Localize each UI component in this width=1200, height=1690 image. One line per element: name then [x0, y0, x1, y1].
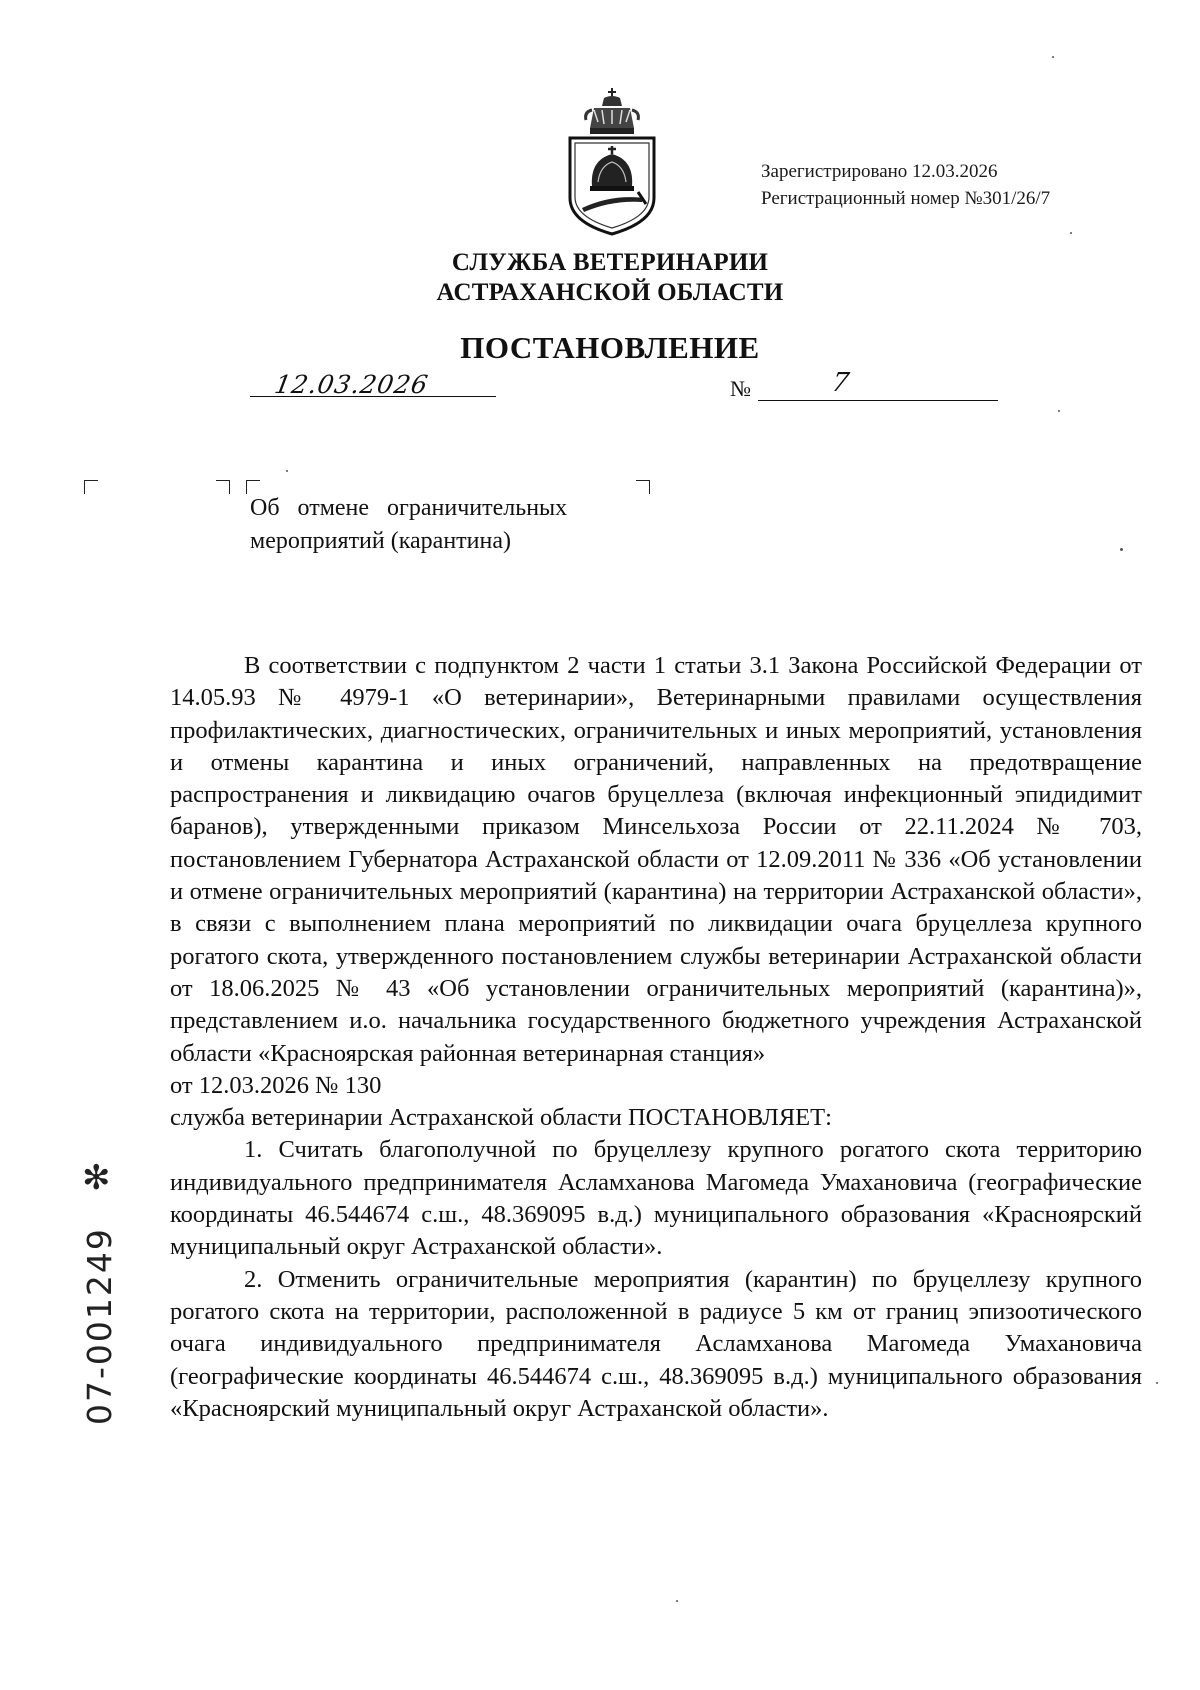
number-underline [758, 400, 998, 401]
scan-speck [1052, 56, 1054, 58]
agency-name-line1: СЛУЖБА ВЕТЕРИНАРИИ [451, 249, 769, 276]
resolves-line: служба ветеринарии Астраханской области ПОСТАНОВЛЯЕТ: [170, 1104, 832, 1132]
preamble-tail: от 12.03.2026 № 130 [170, 1071, 382, 1099]
scan-speck [1120, 548, 1123, 551]
handwritten-number: 7 [829, 368, 852, 398]
agency-name-line2: АСТРАХАНСКОЙ ОБЛАСТИ [436, 279, 784, 306]
subject-line1: Об отмене ограничительных [250, 495, 568, 521]
registration-number: Регистрационный номер №301/26/7 [761, 188, 1051, 209]
asterisk-mark: ✻ [82, 1158, 111, 1198]
resolution-item-1: 1. Считать благополучной по бруцеллезу крупного рогатого скота территорию индивидуального предпринимателя Асламханова Магомеда Умахановича (географические координаты 46.544674 с.ш., 48.369095 в.д.) муниципального образования «Красноярский муниципальный округ Астраханской области». [170, 1136, 1142, 1261]
agency-name [380, 248, 840, 308]
registration-stamp [761, 158, 1050, 212]
document-body [170, 650, 1142, 1425]
document-subject [250, 492, 650, 558]
margin-registration-number: 07-001249 [80, 1227, 119, 1425]
corner-bracket-left [84, 480, 98, 494]
subject-line2: мероприятий (карантина) [250, 528, 511, 554]
resolution-item-2: 2. Отменить ограничительные мероприятия (карантин) по бруцеллезу крупного рогатого скота на территории, расположенной в радиусе 5 км от границ эпизоотического очага индивидуального предпринимателя Асламханова Магомеда Умахановича (географические координаты 46.544674 с.ш., 48.369095 в.д.) муниципального образования «Красноярский муниципальный округ Астраханской области». [170, 1265, 1142, 1422]
scan-speck [1058, 410, 1060, 412]
scan-speck [1156, 1382, 1158, 1384]
registration-date: Зарегистрировано 12.03.2026 [761, 161, 998, 182]
coat-of-arms-emblem [564, 86, 660, 236]
number-label: № [730, 376, 751, 401]
scan-speck [676, 1600, 678, 1602]
document-type-title: ПОСТАНОВЛЕНИЕ [460, 330, 760, 365]
corner-bracket-right [216, 480, 230, 494]
preamble-paragraph: В соответствии с подпунктом 2 части 1 статьи 3.1 Закона Российской Федерации от 14.05.93 № 4979-1 «О ветеринарии», Ветеринарными правилами осуществления профилактических, диагностических, ограничительных и иных мероприятий, установления и отмены карантина и иных ограничений, направленных на предотвращение распространения и ликвидацию очагов бруцеллеза (включая инфекционный эпидидимит баранов), утвержденными приказом Минсельхоза России от 22.11.2024 № 703, постановлением Губернатора Астраханской области от 12.09.2011 № 336 «Об установлении и отмене ограничительных мероприятий (карантина) на территории Астраханской области», в связи с выполнением плана мероприятий по ликвидации очага бруцеллеза крупного рогатого скота, утвержденного постановлением службы ветеринарии Астраханской области от 18.06.2025 № 43 «Об установлении ограничительных мероприятий (карантина)», представлением и.о. начальника государственного бюджетного учреждения Астраханской области «Красноярская районная ветеринарная станция» [170, 652, 1142, 1067]
date-underline [250, 396, 496, 397]
scan-speck [1070, 232, 1072, 234]
handwritten-date: 12.03.2026 [272, 370, 431, 399]
scan-speck [286, 470, 288, 472]
